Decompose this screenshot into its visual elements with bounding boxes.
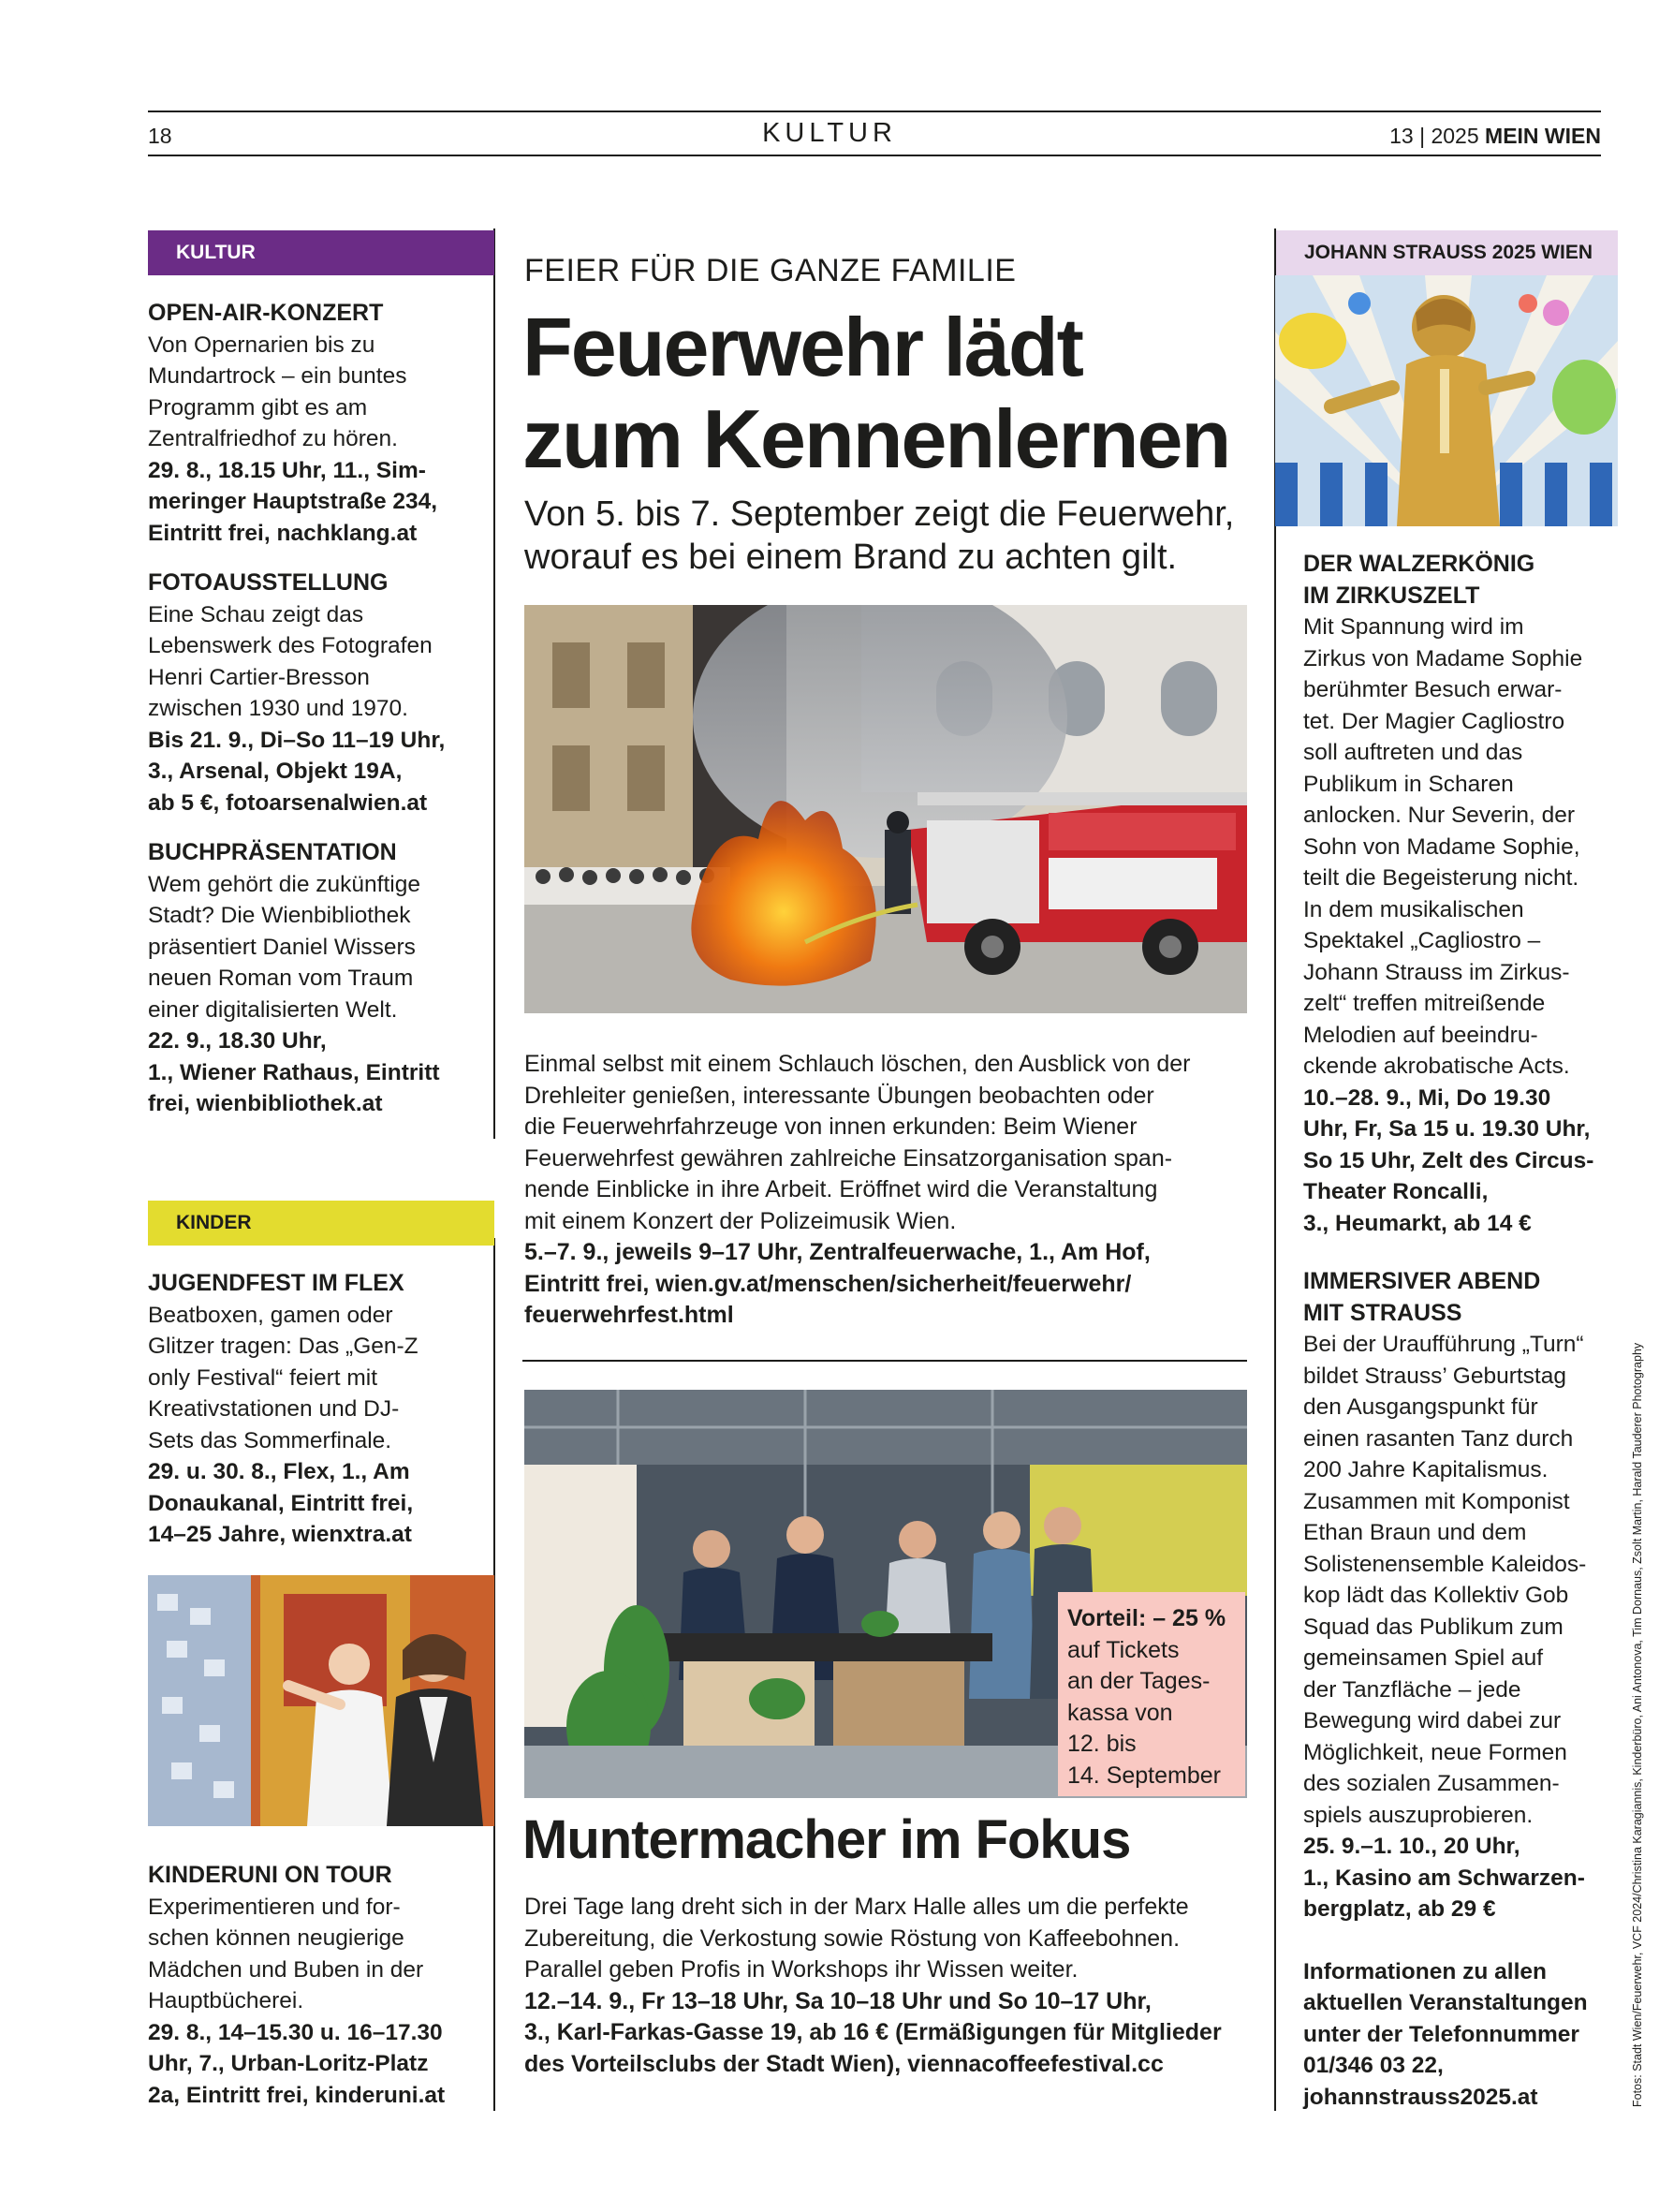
info-line: Theater Roncalli, [1303,1179,1489,1204]
info-line: Uhr, Fr, Sa 15 u. 19.30 Uhr, [1303,1116,1591,1142]
event-kinderuni [148,1860,494,2111]
info-line: 2a, Eintritt frei, kinderuni.at [148,2082,446,2108]
event-title: BUCHPRÄSENTATION [148,839,397,865]
body-line: Zentralfriedhof zu hören. [148,426,398,451]
strauss-illustration [1275,275,1618,526]
body-line: Beatboxen, gamen oder [148,1302,393,1328]
event-title: KINDERUNI ON TOUR [148,1862,392,1888]
event-info [148,725,494,819]
info-line: 25. 9.–1. 10., 20 Uhr, [1303,1834,1520,1859]
body-line: Parallel geben Profis in Workshops ihr Wissen weiter. [524,1956,1079,1983]
info-line: ab 5 €, fotoarsenalwien.at [148,789,428,816]
info-line: 10.–28. 9., Mi, Do 19.30 [1303,1084,1551,1111]
event-info [148,1025,494,1120]
event-walzerkoenig [1303,549,1622,1239]
info-line: Donaukanal, Eintritt frei, [148,1490,414,1516]
info-line: 14–25 Jahre, wienxtra.at [148,1522,412,1547]
brand-name: MEIN WIEN [1485,124,1601,148]
event-title [1303,549,1622,612]
issue-label [1389,124,1601,149]
event-body [148,869,494,1026]
info-line: meringer Hauptstraße 234, [148,489,438,514]
headline-line: Feuerwehr lädt [522,301,1082,393]
body-line: Publikum in Scharen [1303,771,1514,797]
coffee-headline: Muntermacher im Fokus [522,1809,1131,1870]
body-line: Experimentieren und for- [148,1894,401,1920]
article-deck [524,493,1255,579]
body-line: der Tanzfläche – jede [1303,1676,1521,1703]
body-line: In dem musikalischen [1303,896,1524,922]
header-top-rule [148,111,1601,112]
body-line: Johann Strauss im Zirkus- [1303,959,1570,985]
body-line: Bewegung wird dabei zur [1303,1708,1562,1733]
event-body [148,599,494,725]
title-line: IM ZIRKUSZELT [1303,582,1480,609]
body-line: Henri Cartier-Bresson [148,664,370,690]
body-line: Mit Spannung wird im [1303,614,1524,640]
body-line: Sohn von Madame Sophie, [1303,833,1580,860]
body-line: Sets das Sommerfinale. [148,1427,392,1453]
body-line: spiels auszuprobieren. [1303,1802,1534,1828]
body-line: präsentiert Daniel Wissers [148,934,416,960]
info-line: 1., Wiener Rathaus, Eintritt [148,1059,440,1085]
body-line: Stadt? Die Wienbibliothek [148,903,411,928]
info-line: johannstrauss2025.at [1303,2084,1538,2110]
event-jugendfest [148,1268,494,1551]
promo-line: 12. bis [1067,1731,1137,1757]
info-line: Bis 21. 9., Di–So 11–19 Uhr, [148,727,446,753]
kultur-tag: KULTUR [148,230,494,275]
info-line: 3., Karl-Farkas-Gasse 19, ab 16 € (Ermäßigungen für Mitglieder [524,2019,1222,2045]
body-line: die Feuerwehrfahrzeuge von innen erkunden: Beim Wiener [524,1113,1138,1140]
body-line: einen rasanten Tanz durch [1303,1425,1574,1452]
kultur-events [148,298,494,1120]
body-line: Von Opernarien bis zu [148,332,375,358]
event-fotoausstellung [148,568,494,818]
title-line: MIT STRAUSS [1303,1299,1462,1326]
issue-number: 13 | 2025 [1389,124,1479,148]
section-title: KULTUR [762,118,897,148]
body-line: soll auftreten und das [1303,740,1523,765]
info-line: unter der Telefonnummer [1303,2021,1579,2047]
info-line: So 15 Uhr, Zelt des Circus- [1303,1147,1594,1173]
title-line: IMMERSIVER ABEND [1303,1268,1541,1294]
body-line: einer digitalisierten Welt. [148,996,398,1023]
promo-headline: Vorteil: – 25 % [1067,1605,1226,1631]
body-line: Spektakel „Cagliostro – [1303,928,1541,953]
info-line: 12.–14. 9., Fr 13–18 Uhr, Sa 10–18 Uhr und So 10–17 Uhr, [524,1987,1152,2014]
body-line: Hauptbücherei. [148,1988,304,2013]
article-body [524,1049,1255,1332]
header-bottom-rule [148,155,1601,156]
body-line: mit einem Konzert der Polizeimusik Wien. [524,1207,957,1234]
body-line: Zusammen mit Komponist [1303,1488,1570,1514]
body-line: teilt die Begeisterung nicht. [1303,865,1579,891]
info-line: des Vorteilsclubs der Stadt Wien), viennacoffeefestival.cc [524,2050,1164,2077]
info-line: 29. 8., 14–15.30 u. 16–17.30 [148,2019,443,2045]
promo-line: auf Tickets [1067,1636,1180,1663]
body-line: only Festival“ feiert mit [148,1364,378,1391]
event-info [148,1456,494,1551]
event-title: JUGENDFEST IM FLEX [148,1270,404,1296]
body-line: Squad das Publikum zum [1303,1614,1564,1640]
event-info [1303,1083,1622,1240]
photo-credit: Fotos: Stadt Wien/Feuerwehr, VCF 2024/Christina Karagiannis, Kinderbüro, Ani Antonova, Tim Dornaus, Zsolt Martin, Harald Tauderer Photography [1631,1342,1644,2107]
info-line: 29. u. 30. 8., Flex, 1., Am [148,1459,410,1484]
body-line: Glitzer tragen: Das „Gen-Z [148,1334,418,1359]
info-line: 5.–7. 9., jeweils 9–17 Uhr, Zentralfeuerwache, 1., Am Hof, [524,1239,1151,1265]
body-line: Zirkus von Madame Sophie [1303,645,1583,671]
body-line: Ethan Braun und dem [1303,1520,1527,1545]
body-line: Kreativstationen und DJ- [148,1396,400,1422]
page-number: 18 [148,124,172,148]
info-line: frei, wienbibliothek.at [148,1091,383,1116]
event-title: OPEN-AIR-KONZERT [148,300,384,326]
body-line: den Ausgangspunkt für [1303,1394,1538,1420]
article-headline [522,302,1253,485]
body-line: ckende akrobatische Acts. [1303,1054,1570,1079]
body-line: bildet Strauss’ Geburtstag [1303,1363,1566,1389]
body-line: schen können neugierige [148,1925,404,1951]
headline-line: zum Kennenlernen [522,392,1230,485]
deck-line: worauf es bei einem Brand zu achten gilt. [524,538,1178,577]
info-line: aktuellen Veranstaltungen [1303,1990,1588,2015]
event-info [1303,1831,1622,1925]
title-line: DER WALZERKÖNIG [1303,551,1535,577]
info-line: 22. 9., 18.30 Uhr, [148,1028,327,1054]
event-info [148,455,494,550]
promo-box [1058,1592,1245,1796]
body-line: anlocken. Nur Severin, der [1303,803,1576,828]
body-line: Feuerwehrfest gewähren zahlreiche Einsatzorganisation span- [524,1144,1173,1172]
body-line: 200 Jahre Kapitalismus. [1303,1457,1549,1482]
event-body [148,1300,494,1457]
coffee-info [524,1986,1264,2081]
kinder-tag: KINDER [148,1201,494,1246]
info-line: 01/346 03 22, [1303,2053,1444,2078]
promo-line: an der Tages- [1067,1668,1211,1694]
event-body [1303,612,1622,1083]
event-buchpraesentation [148,837,494,1120]
article-kicker: FEIER FÜR DIE GANZE FAMILIE [524,253,1017,288]
event-body [1303,1329,1622,1831]
body-line: Solistenensemble Kaleidos- [1303,1551,1587,1577]
info-line: Uhr, 7., Urban-Loritz-Platz [148,2051,429,2076]
body-line: Möglichkeit, neue Formen [1303,1739,1567,1765]
info-line: 1., Kasino am Schwarzen- [1303,1865,1585,1891]
article-info [524,1237,1255,1332]
info-line: Eintritt frei, nachklang.at [148,520,418,546]
info-line: feuerwehrfest.html [524,1302,734,1328]
body-line: zwischen 1930 und 1970. [148,696,408,721]
firefighter-photo [524,605,1247,1013]
promo-line: 14. September [1067,1762,1221,1789]
event-info [148,2017,494,2112]
info-line: bergplatz, ab 29 € [1303,1896,1496,1922]
body-line: Melodien auf beeindru- [1303,1022,1538,1048]
kinderuni-photo [148,1575,494,1826]
event-title [1303,1266,1622,1329]
info-line: 3., Arsenal, Objekt 19A, [148,759,403,784]
info-line: Informationen zu allen [1303,1958,1547,1984]
body-line: nende Einblicke in ihre Arbeit. Eröffnet wird die Veranstaltung [524,1176,1158,1202]
deck-line: Von 5. bis 7. September zeigt die Feuerwehr, [524,494,1235,534]
body-line: Bei der Uraufführung „Turn“ [1303,1332,1584,1357]
body-line: Programm gibt es am [148,394,368,420]
body-line: zelt“ treffen mitreißende [1303,991,1546,1016]
info-line: Eintritt frei, wien.gv.at/menschen/sicherheit/feuerwehr/ [524,1270,1132,1297]
event-body [148,1892,494,2017]
body-line: kop lädt das Kollektiv Gob [1303,1583,1569,1608]
coffee-body [524,1892,1264,2080]
event-title: FOTOAUSSTELLUNG [148,569,389,596]
info-line: 3., Heumarkt, ab 14 € [1303,1210,1532,1236]
promo-line: kassa von [1067,1699,1173,1726]
body-line: Einmal selbst mit einem Schlauch löschen, den Ausblick von der [524,1051,1191,1077]
body-line: Mundartrock – ein buntes [148,363,407,389]
body-line: Lebenswerk des Fotografen [148,633,433,658]
body-line: des sozialen Zusammen- [1303,1771,1560,1796]
body-line: Drehleiter genießen, interessante Übungen beobachten oder [524,1082,1154,1109]
body-line: Mädchen und Buben in der [148,1956,424,1983]
info-line: 29. 8., 18.15 Uhr, 11., Sim- [148,457,426,483]
strauss-footer-info [1303,1956,1622,2114]
body-line: Wem gehört die zukünftige [148,871,420,897]
article-separator [522,1360,1247,1362]
body-line: berühmter Besuch erwar- [1303,677,1563,702]
body-line: gemeinsamen Spiel auf [1303,1645,1544,1671]
body-line: Eine Schau zeigt das [148,601,364,627]
event-open-air [148,298,494,549]
body-line: tet. Der Magier Cagliostro [1303,708,1565,734]
event-body [148,330,494,455]
body-line: neuen Roman vom Traum [148,966,414,991]
body-line: Zubereitung, die Verkostung sowie Röstung von Kaffeebohnen. [524,1924,1181,1952]
event-immersiv [1303,1266,1622,2113]
strauss-tag: JOHANN STRAUSS 2025 WIEN [1274,230,1618,275]
body-line: Drei Tage lang dreht sich in der Marx Halle alles um die perfekte [524,1894,1189,1920]
